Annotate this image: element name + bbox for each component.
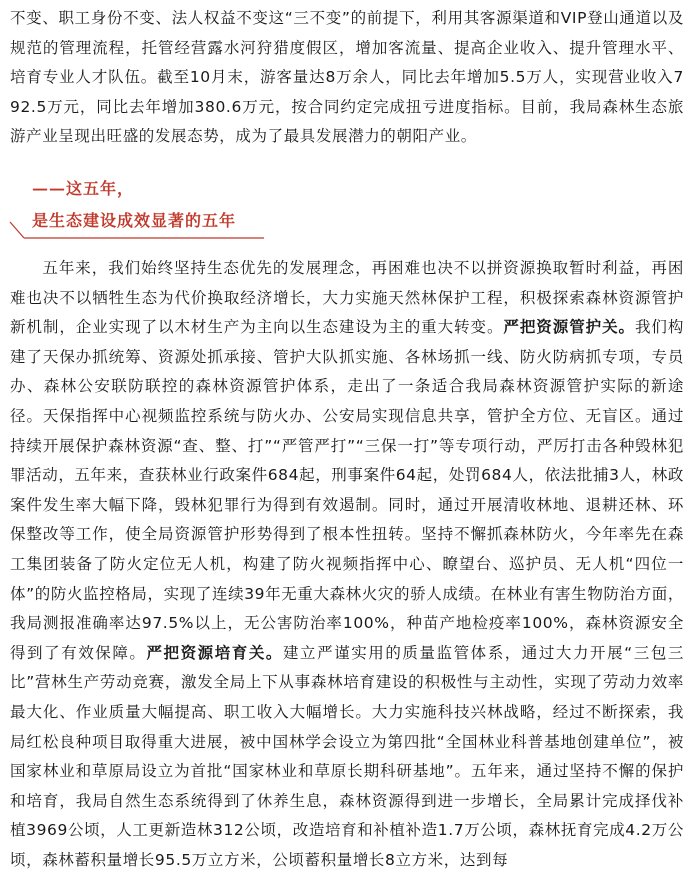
- main-paragraph: [10, 254, 684, 875]
- intro-paragraph: 不变、职工身份不变、法人权益不变这“三不变”的前提下，利用其客源渠道和VIP登山通道以及规范的管理流程，托管经营露水河狩猎度假区，增加客流量、提高企业收入、提升管理水平、培育专业人才队伍。截至10月末，游客量达8万余人，同比去年增加5.5万人，实现营业收入792.5万元，同比去年增加380.6万元，按合同约定完成扭亏进度指标。目前，我局森林生态旅游产业呈现出旺盛的发展态势，成为了最具发展潜力的朝阳产业。: [10, 9, 684, 146]
- resource-cultivation-heading: 严把资源培育关。: [146, 643, 283, 662]
- main-paragraph-part3: 建立严谨实用的质量监管体系，通过大力开展“三包三比”营林生产劳动竞赛，激发全局上下从事森林培育建设的积极性与主动性，实现了劳动力效率最大化、作业质量大幅提高、职工收入大幅增长。大力实施科技兴林战略，经过不断探索，我局红松良种项目取得重大进展，被中国林学会设立为第四批“全国林业科普基地创建单位”，被国家林业和草原局设立为首批“国家林业和草原长期科研基地”。五年来，通过坚持不懈的保护和培育，我局自然生态系统得到了休养生息，森林资源得到进一步增长，全局累计完成择伐补植3969公顷，人工更新造林312公顷，改造培育和补植补造1.7万公顷，森林抚育完成4.2万公顷，森林蓄积量增长95.5万立方米，公顷蓄积量增长8立方米，达到每: [10, 643, 684, 869]
- section-heading-line2: 是生态建设成效显著的五年: [32, 211, 237, 230]
- main-paragraph-part1: 五年来，我们始终坚持生态优先的发展理念，再困难也决不以拼资源换取暂时利益，再困难也决不以牺牲生态为代价换取经济增长，大力实施天然林保护工程，积极探索森林资源管护新机制，企业实现了以木材生产为主向以生态建设为主的重大转变。: [10, 259, 684, 337]
- main-paragraph-part2: 我们构建了天保办抓统筹、资源处抓承接、管护大队抓实施、各林场抓一线、防火防病抓专项，专员办、森林公安联防联控的森林资源管护体系，走出了一条适合我局森林资源管护实际的新途径。天保指挥中心视频监控系统与防火办、公安局实现信息共享，管护全方位、无盲区。通过持续开展保护森林资源“查、整、打”“严管严打”“三保一打”等专项行动，严厉打击各种毁林犯罪活动，五年来，查获林业行政案件684起，刑事案件64起，处罚684人，依法批捕3人，林政案件发生率大幅下降，毁林犯罪行为得到有效遏制。同时，通过开展清收林地、退耕还林、环保整改等工作，使全局资源管护形势得到了根本性扭转。坚持不懈抓森林防火，今年率先在森工集团装备了防火定位无人机，构建了防火视频指挥中心、瞭望台、巡护员、无人机“四位一体”的防火监控格局，实现了连续39年无重大森林火灾的骄人成绩。在林业有害生物防治方面，我局测报准确率达97.5%以上，无公害防治率100%，种苗产地检疫率100%，森林资源安全得到了有效保障。: [10, 318, 684, 662]
- resource-protection-heading: 严把资源管护关。: [503, 318, 635, 337]
- section-heading-line1: ——这五年，: [32, 179, 135, 198]
